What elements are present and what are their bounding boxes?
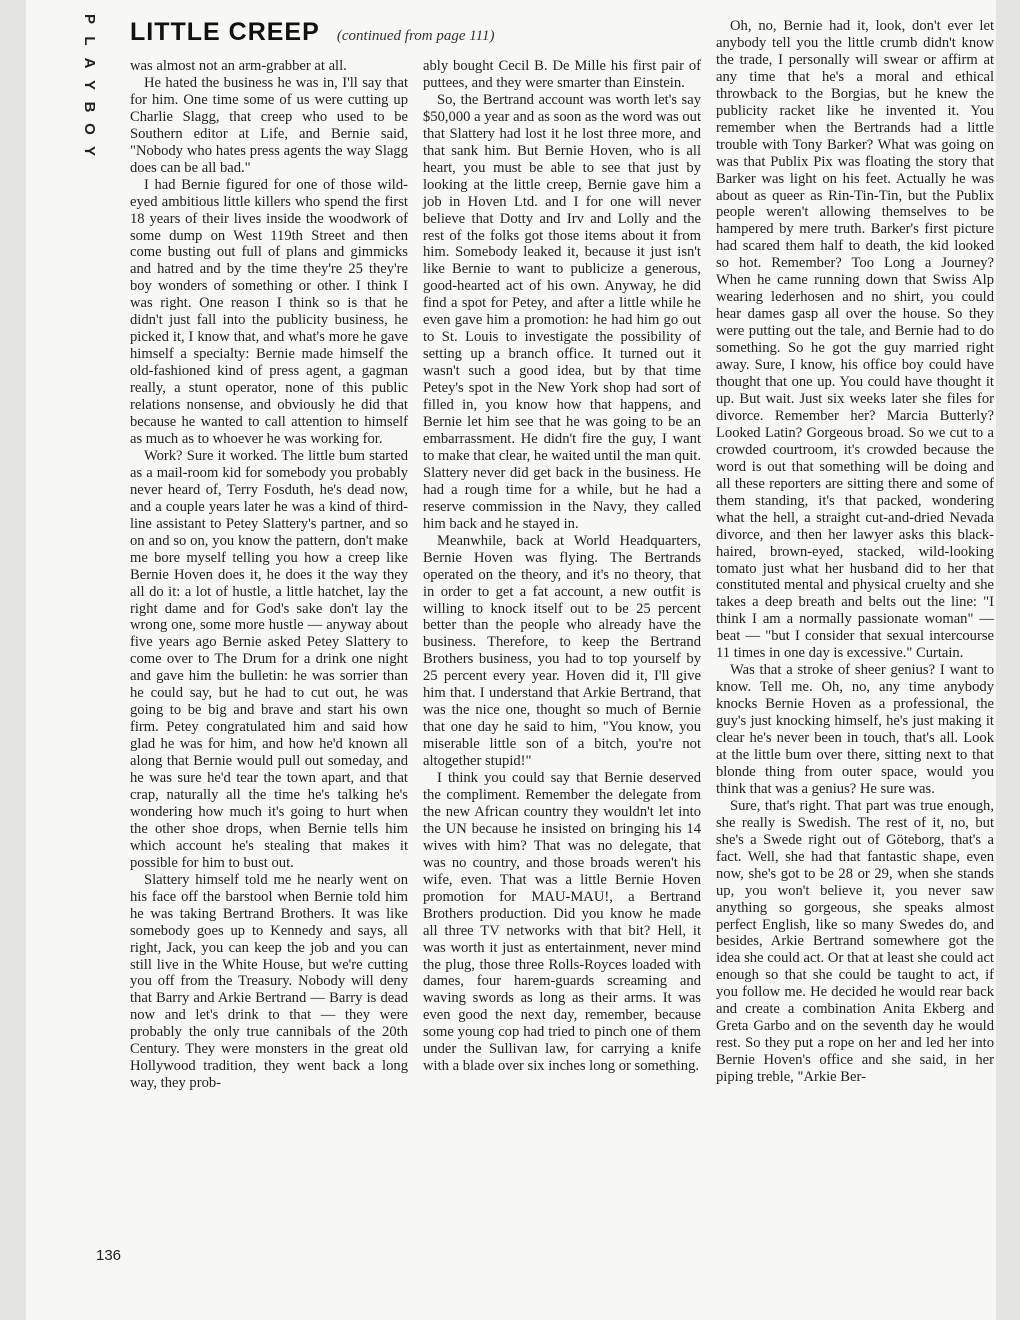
masthead-letter: B	[81, 101, 98, 113]
paragraph: ably bought Cecil B. De Mille his first pair of puttees, and they were smarter than Einstein.	[423, 58, 701, 91]
masthead-letter: Y	[81, 145, 98, 156]
masthead-letter: L	[81, 36, 98, 46]
masthead-letter: A	[81, 57, 98, 69]
paragraph: Was that a stroke of sheer genius? I want to know. Tell me. Oh, no, any time anybody knocks Bernie Hoven as a professional, the guy's just knocking himself, he's just making it clear he's never been in touch, that's all. Look at the little bum over there, sitting next to that blonde thing from outer space, would you think that was a genius? He sure was.	[716, 662, 994, 797]
paragraph: He hated the business he was in, I'll say that for him. One time some of us were cutting up Charlie Slagg, that creep who used to be Southern editor at Life, and Bernie said, "Nobody who hates press agents the way Slagg does can be all bad."	[130, 74, 408, 176]
paragraph: Oh, no, Bernie had it, look, don't ever let anybody tell you the little crumb didn't know the trade, I personally will swear or affirm at any time that he's a moral and ethical throwback to the Borgias, but he knew the publicity racket like he invented it. You remember when the Bertrands had a little trouble with Tony Barker? What was going on was that Publix Pix was floating the story that Barker was light on his feet. Actually he was about as queer as Rin-Tin-Tin, but the Publix people weren't allowing themselves to be hampered by mere truth. Barker's first picture had scared them half to death, the kid looked so hot. Remember? Too Long a Journey? When he came running down that Swiss Alp wearing lederhosen and no shirt, you could hear dames gasp all over the house. So they were putting out the tale, and Bernie had to do something. So he got the guy married right away. Sure, I know, his office boy could have thought that one up. You could have thought it up. But wait. Just six weeks later she files for divorce. Remember her? Marcia Butterly? Looked Latin? Gorgeous broad. So we cut to a crowded courtroom, it's crowded because the word is out that something will be doing and all these reporters are sitting there and some of them standing, it's that packed, wondering what the hell, a straight cut-and-dried Nevada divorce, and then her lawyer asks this black-haired, brown-eyed, stacked, wild-looking tomato just what her husband did to her that constituted mental and physical cruelty and she takes a deep breath and belts out the line: "I think I am a normally passionate woman" — beat — "but I consider that sexual intercourse 11 times in one day is excessive." Curtain.	[716, 18, 994, 662]
paragraph: Meanwhile, back at World Headquarters, Bernie Hoven was flying. The Bertrands operated on the theory, and it's no theory, that in order to get a fat account, a new outfit is willing to knock itself out to be 25 percent better than the people who already have the business. Therefore, to keep the Bertrand Brothers business, you had to top yourself by 25 percent every year. Hoven did it, I'll give him that. I understand that Arkie Bertrand, that was the nice one, thought so much of Bernie that one day he said to him, "You know, you miserable little son of a bitch, you're not altogether stupid!"	[423, 532, 701, 770]
article-header	[130, 18, 690, 48]
paragraph: I think you could say that Bernie deserved the compliment. Remember the delegate from the new African country they wouldn't let into the UN because he insisted on bringing his 14 wives with him? That was no delegate, that was no country, and those broads weren't his wife, even. That was a little Bernie Hoven promotion for MAU-MAU!, a Bertrand Brothers production. Did you know he made all three TV networks with that bit? Hell, it was worth it just as entertainment, never mind the plug, those three Rolls-Royces loaded with dames, four harem-guards screaming and waving swords as long as their arms. It was even good the next day, remember, because some young cop had tried to pinch one of them under the Sullivan law, for carrying a knife with a blade over six inches long or something.	[423, 770, 701, 1075]
masthead-letter: O	[81, 123, 98, 135]
masthead-letter: Y	[81, 79, 98, 90]
masthead-playboy	[81, 8, 98, 168]
text-column-2	[423, 58, 701, 1075]
continued-note: (continued from page 111)	[336, 28, 495, 44]
paragraph: was almost not an arm-grabber at all.	[130, 58, 347, 74]
magazine-page	[26, 0, 996, 1320]
paragraph: Slattery himself told me he nearly went on his face off the barstool when Bernie told him he was taking Bertrand Brothers. It was like somebody goes up to Kennedy and says, all right, Jack, you can keep the job and you can still live in the White House, but we're cutting you off from the Treasury. Nobody will deny that Barry and Arkie Bertrand — Barry is dead now and let's drink to that — they were probably the only true cannibals of the 20th Century. They were monsters in the great old Hollywood tradition, they went back a long way, they prob-	[130, 871, 408, 1092]
page-number: 136	[96, 1247, 122, 1264]
text-column-3	[716, 18, 994, 1086]
paragraph: Sure, that's right. That part was true enough, she really is Swedish. The rest of it, no, but she's a Swede right out of Göteborg, that's a fact. Well, she had that fantastic shape, even now, she's got to be 28 or 29, when she stands up, you won't believe it, you never saw anything so gorgeous, she speaks almost perfect English, like so many Swedes do, and besides, Arkie Bertrand somewhere got the idea she could act. Or that at least she could act enough so that she could be taught to act, if you follow me. He decided he would rear back and create a combination Anita Ekberg and Greta Garbo and on the seventh day he would rest. So they put a rope on her and led her into Bernie Hoven's office and she said, in her piping treble, "Arkie Ber-	[716, 797, 994, 1086]
paragraph: I had Bernie figured for one of those wild-eyed ambitious little killers who spend the first 18 years of their lives inside the woodwork of some dump on West 119th Street and then come busting out full of plans and gimmicks and hatred and by the time they're 25 they're boy wonders of something or other. I think I was right. One reason I think so is that he didn't just fall into the publicity business, he picked it, I know that, and what's more he gave himself a specialty: Bernie made himself the old-fashioned kind of press agent, a gagman really, a stunt operator, none of this public relations nonsense, and obviously he did that because he wanted to call attention to himself as much as to whoever he was working for.	[130, 176, 408, 447]
text-column-1	[130, 58, 408, 1092]
article-title: LITTLE CREEP	[130, 18, 320, 46]
masthead-letter: P	[81, 13, 98, 24]
paragraph: So, the Bertrand account was worth let's say $50,000 a year and as soon as the word was out that Slattery had lost it he lost three more, and that sank him. But Bernie Hoven, who is all heart, you must be able to see that just by looking at the little creep, Bernie gave him a job in Hoven Ltd. and I for one will never believe that Dotty and Irv and Lolly and the rest of the folks got those items about it from him. Somebody leaked it, because it just isn't like Bernie to want to publicize a generous, good-hearted act of his own. Anyway, he did find a spot for Petey, and after a little while he even gave him a promotion: he had him go out to St. Louis to investigate the possibility of setting up a branch office. It turned out it wasn't such a good idea, but by that time Petey's spot in the New York shop had sort of filled in, you know how that happens, and Bernie let him see that he was going to be an embarrassment. He didn't fire the guy, I want to make that clear, he waited until the man quit. Slattery never did get back in the business. He had a rough time for a while, but he had a reserve commission in the Navy, they called him back and he stayed in.	[423, 91, 701, 532]
paragraph: Work? Sure it worked. The little bum started as a mail-room kid for somebody you probably never heard of, Terry Fosduth, he's dead now, and a couple years later he was a kind of third-line assistant to Petey Slattery's partner, and so on and so on, you know the pattern, don't make me bore myself telling you how a creep like Bernie Hoven does it, he does it the way they all do it: a lot of hustle, a little hatchet, lay the right dame and for God's sake don't lay the wrong one, some more hustle — anyway about five years ago Bernie asked Petey Slattery to come over to The Drum for a drink one night and gave him the bulletin: he was sorrier than he could say, but he had to cut out, he was going to be big and brave and start his own firm. Petey congratulated him and said how glad he was for him, and how he'd known all along that Bernie would pull out someday, and he was sure he'd tear the town apart, and that crap, naturally all the time he's talking he's wondering how much it's going to hurt when the other shoe drops, when Bernie tells him which account he's stealing that makes it possible for him to bust out.	[130, 447, 408, 871]
